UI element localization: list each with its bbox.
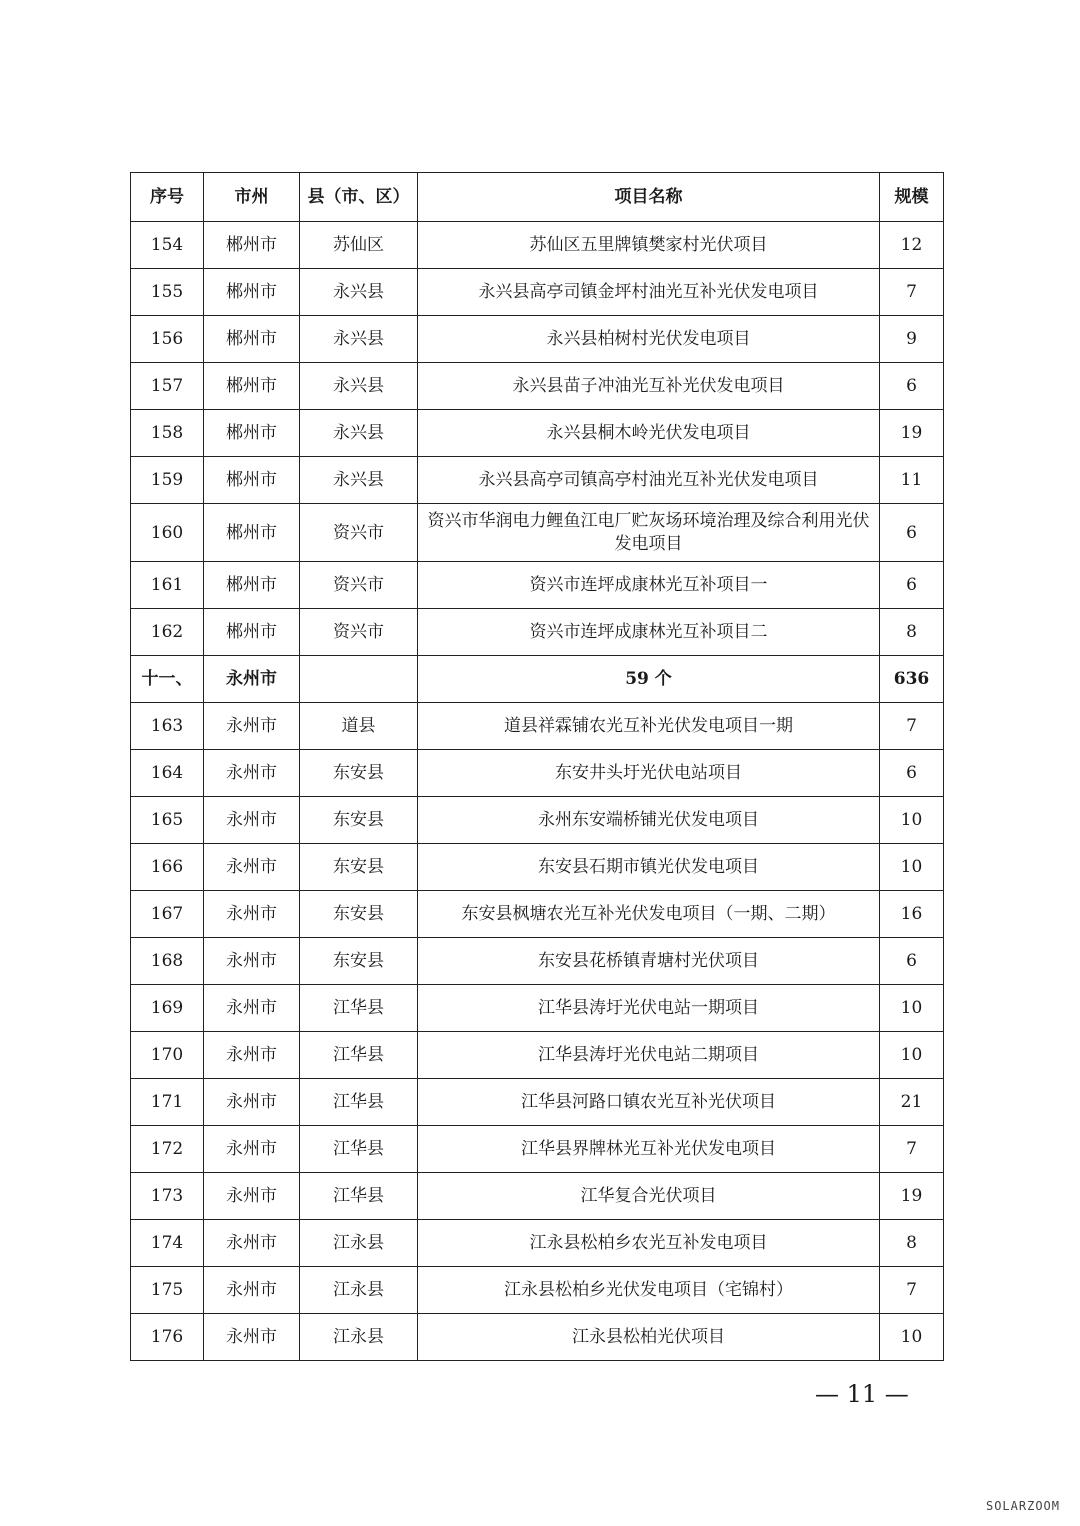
serial-no-cell: 174 (131, 1220, 204, 1267)
serial-no-cell: 173 (131, 1173, 204, 1220)
header-scale: 规模 (880, 173, 944, 222)
scale-cell: 7 (880, 703, 944, 750)
scale-cell: 10 (880, 844, 944, 891)
table-row (131, 985, 944, 1032)
project-name-cell: 东安县石期市镇光伏发电项目 (418, 844, 880, 891)
project-name-cell: 资兴市连坪成康林光互补项目一 (418, 562, 880, 609)
header-serial-no: 序号 (131, 173, 204, 222)
serial-no-cell: 162 (131, 609, 204, 656)
serial-no-cell: 161 (131, 562, 204, 609)
city-cell: 永州市 (204, 1220, 300, 1267)
serial-no-cell: 172 (131, 1126, 204, 1173)
project-name-cell: 江华复合光伏项目 (418, 1173, 880, 1220)
scale-cell: 636 (880, 656, 944, 703)
project-name-cell: 道县祥霖铺农光互补光伏发电项目一期 (418, 703, 880, 750)
scale-cell: 19 (880, 1173, 944, 1220)
project-name-cell: 江永县松柏乡农光互补发电项目 (418, 1220, 880, 1267)
county-cell: 江永县 (300, 1267, 418, 1314)
city-cell: 永州市 (204, 1173, 300, 1220)
serial-no-cell: 158 (131, 410, 204, 457)
city-cell: 郴州市 (204, 363, 300, 410)
scale-cell: 10 (880, 985, 944, 1032)
county-cell: 江华县 (300, 985, 418, 1032)
header-project-name: 项目名称 (418, 173, 880, 222)
county-cell: 东安县 (300, 797, 418, 844)
county-cell: 资兴市 (300, 504, 418, 562)
table-row (131, 1314, 944, 1361)
serial-no-cell: 十一、 (131, 656, 204, 703)
scale-cell: 6 (880, 504, 944, 562)
city-cell: 永州市 (204, 656, 300, 703)
scale-cell: 7 (880, 1126, 944, 1173)
scale-cell: 12 (880, 222, 944, 269)
county-cell: 永兴县 (300, 269, 418, 316)
serial-no-cell: 155 (131, 269, 204, 316)
watermark: SOLARZOOM (985, 1499, 1060, 1513)
serial-no-cell: 175 (131, 1267, 204, 1314)
serial-no-cell: 163 (131, 703, 204, 750)
table-row (131, 656, 944, 703)
county-cell: 永兴县 (300, 410, 418, 457)
city-cell: 永州市 (204, 1314, 300, 1361)
county-cell: 江华县 (300, 1032, 418, 1079)
city-cell: 郴州市 (204, 316, 300, 363)
county-cell: 永兴县 (300, 457, 418, 504)
project-name-cell: 永兴县桐木岭光伏发电项目 (418, 410, 880, 457)
table-row (131, 703, 944, 750)
scale-cell: 8 (880, 1220, 944, 1267)
table-row (131, 891, 944, 938)
project-name-cell: 东安井头圩光伏电站项目 (418, 750, 880, 797)
city-cell: 永州市 (204, 750, 300, 797)
scale-cell: 9 (880, 316, 944, 363)
city-cell: 永州市 (204, 985, 300, 1032)
county-cell: 道县 (300, 703, 418, 750)
table-row (131, 562, 944, 609)
table-row (131, 844, 944, 891)
county-cell: 江华县 (300, 1173, 418, 1220)
city-cell: 郴州市 (204, 269, 300, 316)
serial-no-cell: 170 (131, 1032, 204, 1079)
city-cell: 郴州市 (204, 562, 300, 609)
scale-cell: 11 (880, 457, 944, 504)
project-name-cell: 江永县松柏光伏项目 (418, 1314, 880, 1361)
serial-no-cell: 176 (131, 1314, 204, 1361)
table-row (131, 504, 944, 562)
table-row (131, 222, 944, 269)
table-row (131, 1173, 944, 1220)
scale-cell: 21 (880, 1079, 944, 1126)
city-cell: 郴州市 (204, 609, 300, 656)
project-name-cell: 东安县枫塘农光互补光伏发电项目（一期、二期） (418, 891, 880, 938)
serial-no-cell: 168 (131, 938, 204, 985)
city-cell: 永州市 (204, 703, 300, 750)
city-cell: 郴州市 (204, 457, 300, 504)
city-cell: 永州市 (204, 938, 300, 985)
project-name-cell: 资兴市华润电力鲤鱼江电厂贮灰场环境治理及综合利用光伏发电项目 (418, 504, 880, 562)
county-cell (300, 656, 418, 703)
scale-cell: 6 (880, 363, 944, 410)
page-number: — 11 — (815, 1380, 909, 1408)
city-cell: 永州市 (204, 844, 300, 891)
project-name-cell: 东安县花桥镇青塘村光伏项目 (418, 938, 880, 985)
city-cell: 永州市 (204, 1267, 300, 1314)
project-name-cell: 苏仙区五里牌镇樊家村光伏项目 (418, 222, 880, 269)
table-row (131, 1126, 944, 1173)
county-cell: 东安县 (300, 750, 418, 797)
table-row (131, 363, 944, 410)
table-row (131, 1267, 944, 1314)
county-cell: 苏仙区 (300, 222, 418, 269)
project-name-cell: 江永县松柏乡光伏发电项目（宅锦村） (418, 1267, 880, 1314)
county-cell: 江华县 (300, 1126, 418, 1173)
county-cell: 江永县 (300, 1220, 418, 1267)
scale-cell: 16 (880, 891, 944, 938)
serial-no-cell: 165 (131, 797, 204, 844)
serial-no-cell: 169 (131, 985, 204, 1032)
serial-no-cell: 164 (131, 750, 204, 797)
serial-no-cell: 157 (131, 363, 204, 410)
project-name-cell: 永兴县柏树村光伏发电项目 (418, 316, 880, 363)
county-cell: 东安县 (300, 938, 418, 985)
table-row (131, 269, 944, 316)
project-name-cell: 资兴市连坪成康林光互补项目二 (418, 609, 880, 656)
table-row (131, 938, 944, 985)
city-cell: 永州市 (204, 1032, 300, 1079)
city-cell: 郴州市 (204, 410, 300, 457)
table-row (131, 797, 944, 844)
table-row (131, 457, 944, 504)
project-name-cell: 永兴县苗子冲油光互补光伏发电项目 (418, 363, 880, 410)
serial-no-cell: 171 (131, 1079, 204, 1126)
scale-cell: 10 (880, 797, 944, 844)
scale-cell: 8 (880, 609, 944, 656)
city-cell: 永州市 (204, 797, 300, 844)
table-row (131, 1220, 944, 1267)
scale-cell: 6 (880, 562, 944, 609)
city-cell: 永州市 (204, 1079, 300, 1126)
scale-cell: 10 (880, 1032, 944, 1079)
project-table (130, 172, 944, 1361)
scale-cell: 19 (880, 410, 944, 457)
city-cell: 永州市 (204, 891, 300, 938)
scale-cell: 7 (880, 269, 944, 316)
county-cell: 东安县 (300, 891, 418, 938)
table-row (131, 1032, 944, 1079)
project-name-cell: 永兴县高亭司镇金坪村油光互补光伏发电项目 (418, 269, 880, 316)
serial-no-cell: 159 (131, 457, 204, 504)
project-name-cell: 江华县涛圩光伏电站二期项目 (418, 1032, 880, 1079)
project-name-cell: 江华县涛圩光伏电站一期项目 (418, 985, 880, 1032)
table-row (131, 316, 944, 363)
header-city: 市州 (204, 173, 300, 222)
scale-cell: 7 (880, 1267, 944, 1314)
county-cell: 江永县 (300, 1314, 418, 1361)
scale-cell: 6 (880, 750, 944, 797)
city-cell: 郴州市 (204, 504, 300, 562)
project-name-cell: 永州东安端桥铺光伏发电项目 (418, 797, 880, 844)
table-row (131, 750, 944, 797)
serial-no-cell: 167 (131, 891, 204, 938)
county-cell: 江华县 (300, 1079, 418, 1126)
header-county: 县（市、区） (300, 173, 418, 222)
table-row (131, 1079, 944, 1126)
scale-cell: 6 (880, 938, 944, 985)
serial-no-cell: 160 (131, 504, 204, 562)
project-name-cell: 59 个 (418, 656, 880, 703)
scale-cell: 10 (880, 1314, 944, 1361)
city-cell: 郴州市 (204, 222, 300, 269)
project-name-cell: 永兴县高亭司镇高亭村油光互补光伏发电项目 (418, 457, 880, 504)
county-cell: 资兴市 (300, 609, 418, 656)
serial-no-cell: 156 (131, 316, 204, 363)
table-header-row (131, 173, 944, 222)
project-name-cell: 江华县界牌林光互补光伏发电项目 (418, 1126, 880, 1173)
city-cell: 永州市 (204, 1126, 300, 1173)
county-cell: 永兴县 (300, 316, 418, 363)
county-cell: 资兴市 (300, 562, 418, 609)
county-cell: 永兴县 (300, 363, 418, 410)
table-row (131, 410, 944, 457)
project-name-cell: 江华县河路口镇农光互补光伏项目 (418, 1079, 880, 1126)
serial-no-cell: 166 (131, 844, 204, 891)
table-row (131, 609, 944, 656)
serial-no-cell: 154 (131, 222, 204, 269)
county-cell: 东安县 (300, 844, 418, 891)
